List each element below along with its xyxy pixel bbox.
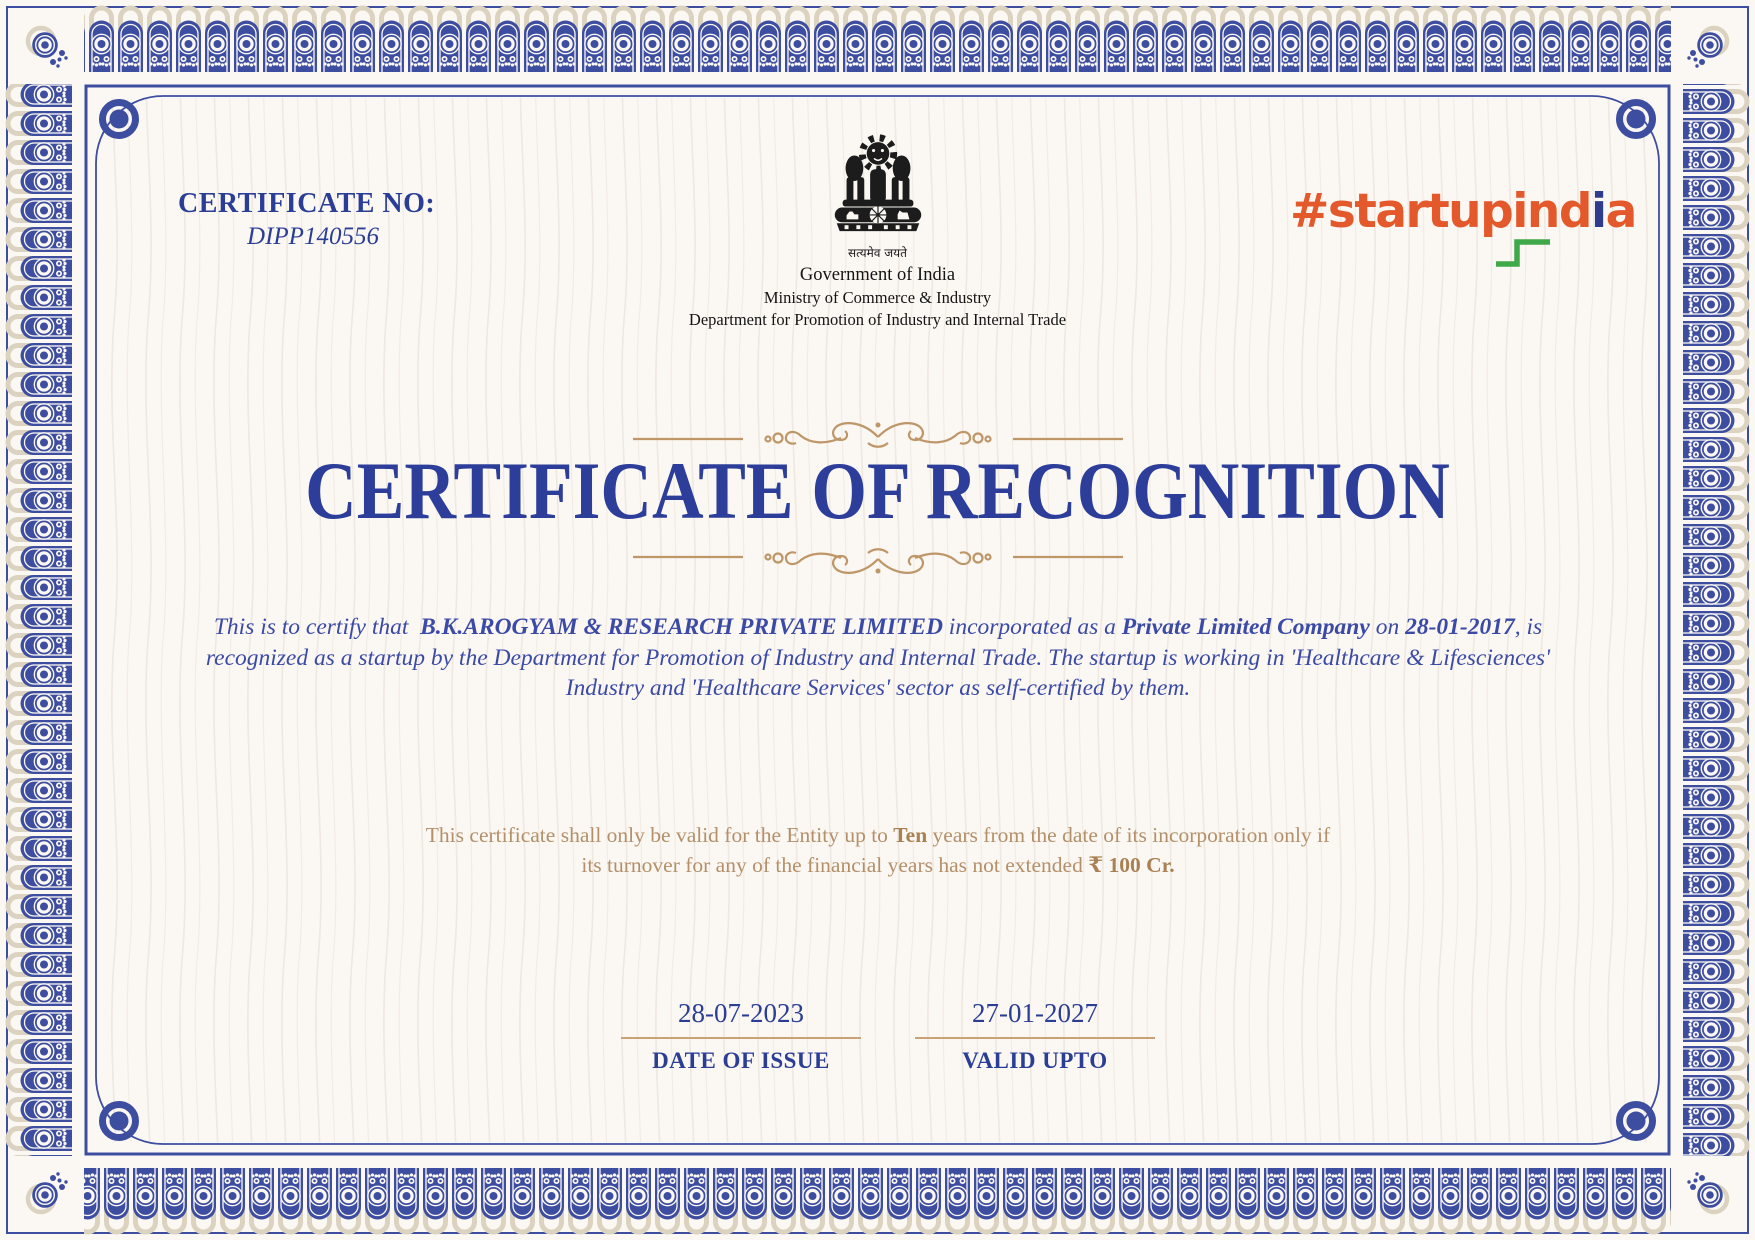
validity-paragraph [418, 820, 1338, 880]
text-segment: Ten [893, 823, 928, 847]
certification-paragraph [182, 612, 1574, 704]
certificate-number-value: DIPP140556 [247, 223, 379, 250]
valid-upto-block [905, 998, 1165, 1074]
title-flourish-bottom [0, 540, 1755, 584]
valid-upto-label: VALID UPTO [962, 1048, 1108, 1073]
date-of-issue-value: 28-07-2023 [678, 998, 804, 1028]
text-segment: B.K.AROGYAM & RESEARCH PRIVATE LIMITED [420, 614, 943, 640]
gov-line-1: Government of India [799, 265, 956, 285]
date-of-issue-block [611, 998, 871, 1074]
gov-line-3: Department for Promotion of Industry and Internal Trade [688, 310, 1067, 329]
text-segment: incorporated as a [942, 614, 1122, 640]
text-segment: on [1369, 614, 1406, 640]
valid-upto-value: 27-01-2027 [972, 998, 1098, 1028]
logo-blue-letter: i [1591, 184, 1606, 239]
text-segment: This certificate shall only be valid for the Entity up to [425, 823, 894, 847]
certificate-title: CERTIFICATE OF RECOGNITION [305, 445, 1450, 537]
logo-orange-text: #startupind [1290, 184, 1592, 239]
certificate-number-label: CERTIFICATE NO: [178, 188, 436, 219]
gov-line-2: Ministry of Commerce & Industry [763, 288, 992, 307]
date-rule [621, 1037, 861, 1039]
text-segment: Private Limited Company [1121, 614, 1370, 640]
text-segment: This is to certify that [213, 614, 421, 640]
text-segment: , is recognized as a startup by the Department for Promotion of Industry and Internal Trade. The startup is working in 'Healthcare & Lifesciences' Industry and 'Healthcare Services' sector as self-certified by them. [205, 614, 1556, 701]
text-segment: ₹ 100 Cr. [1088, 853, 1175, 877]
emblem-motto: सत्यमेव जयते [848, 246, 907, 260]
logo-tail-text: a [1605, 184, 1636, 239]
logo-step-icon [1494, 238, 1552, 268]
date-of-issue-label: DATE OF ISSUE [652, 1048, 830, 1073]
national-emblem-icon [819, 124, 937, 238]
text-segment: 28-01-2017 [1405, 614, 1515, 640]
startupindia-logo [1290, 184, 1636, 279]
text-segment: years from the date of its incorporation only if its turnover for any of the financial years has not extended [581, 823, 1336, 877]
date-rule [915, 1037, 1155, 1039]
